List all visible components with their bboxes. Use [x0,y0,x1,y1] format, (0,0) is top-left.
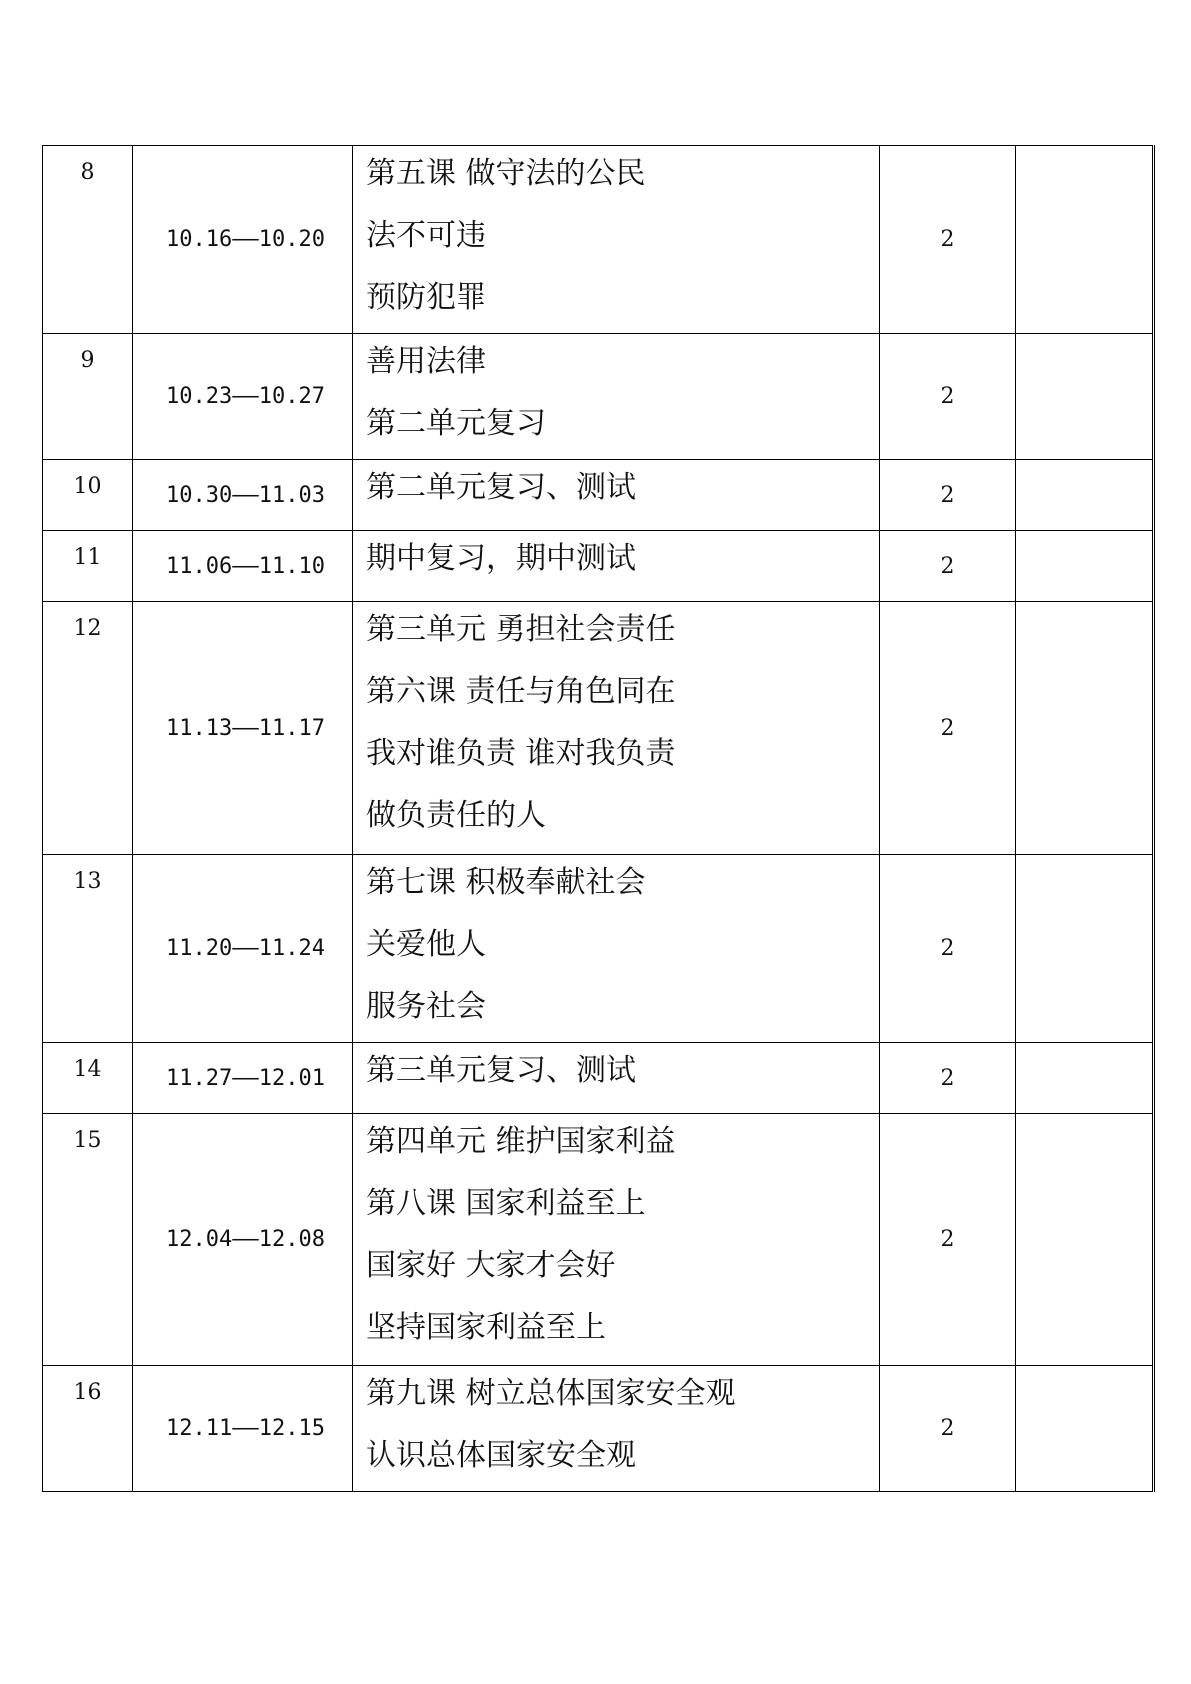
class-hours-cell: 2 [880,334,1016,460]
date-range-cell: 11.13——11.17 [133,602,353,855]
notes-cell [1016,146,1153,334]
date-range-cell: 10.23——10.27 [133,334,353,460]
lesson-line: 第二单元复习、测试 [366,470,636,505]
lesson-line: 期中复习，期中测试 [366,541,636,576]
table-row [43,1043,1153,1114]
class-hours-cell: 2 [880,1114,1016,1366]
lesson-line: 第七课 积极奉献社会 [366,865,646,900]
table-row [43,1114,1153,1366]
week-number-cell: 15 [43,1114,133,1366]
class-hours-cell: 2 [880,146,1016,334]
table-row [43,1366,1153,1492]
lesson-line: 第三单元复习、测试 [366,1053,636,1088]
table-row [43,460,1153,531]
date-range-cell: 10.16——10.20 [133,146,353,334]
lesson-line: 善用法律 [366,344,486,379]
lesson-line: 第四单元 维护国家利益 [366,1124,676,1159]
table-row [43,146,1153,334]
lesson-content-cell [353,1114,880,1366]
class-hours-cell: 2 [880,602,1016,855]
lesson-line: 第三单元 勇担社会责任 [366,612,676,647]
date-range-cell: 11.06——11.10 [133,531,353,602]
notes-cell [1016,1366,1153,1492]
class-hours-cell: 2 [880,855,1016,1043]
schedule-sheet [42,145,1155,1492]
notes-cell [1016,1114,1153,1366]
date-range-cell: 12.04——12.08 [133,1114,353,1366]
week-number-cell: 12 [43,602,133,855]
date-range-cell: 12.11——12.15 [133,1366,353,1492]
week-number-cell: 16 [43,1366,133,1492]
notes-cell [1016,855,1153,1043]
week-number-cell: 13 [43,855,133,1043]
lesson-content-cell [353,1366,880,1492]
teaching-schedule-table [42,145,1153,1492]
date-range-cell: 11.20——11.24 [133,855,353,1043]
class-hours-cell: 2 [880,531,1016,602]
week-number-cell: 8 [43,146,133,334]
week-number-cell: 14 [43,1043,133,1114]
table-row [43,855,1153,1043]
lesson-line: 第二单元复习 [366,406,546,441]
week-number-cell: 9 [43,334,133,460]
notes-cell [1016,531,1153,602]
notes-cell [1016,334,1153,460]
notes-cell [1016,460,1153,531]
lesson-line: 国家好 大家才会好 [366,1248,616,1283]
lesson-line: 认识总体国家安全观 [366,1438,636,1473]
class-hours-cell: 2 [880,1043,1016,1114]
lesson-line: 服务社会 [366,989,486,1024]
week-number-cell: 10 [43,460,133,531]
class-hours-cell: 2 [880,460,1016,531]
lesson-content-cell [353,855,880,1043]
table-row [43,531,1153,602]
lesson-line: 第六课 责任与角色同在 [366,674,676,709]
lesson-line: 第五课 做守法的公民 [366,156,646,191]
lesson-content-cell [353,146,880,334]
lesson-line: 关爱他人 [366,927,486,962]
lesson-content-cell [353,602,880,855]
lesson-line: 预防犯罪 [366,280,486,315]
lesson-content-cell [353,334,880,460]
week-number-cell: 11 [43,531,133,602]
lesson-line: 法不可违 [366,218,486,253]
lesson-line: 第八课 国家利益至上 [366,1186,646,1221]
lesson-content-cell [353,460,880,531]
lesson-line: 坚持国家利益至上 [366,1310,606,1345]
date-range-cell: 11.27——12.01 [133,1043,353,1114]
notes-cell [1016,1043,1153,1114]
lesson-line: 我对谁负责 谁对我负责 [366,736,676,771]
notes-cell [1016,602,1153,855]
lesson-content-cell [353,531,880,602]
lesson-content-cell [353,1043,880,1114]
table-row [43,334,1153,460]
lesson-line: 做负责任的人 [366,798,546,833]
class-hours-cell: 2 [880,1366,1016,1492]
lesson-line: 第九课 树立总体国家安全观 [366,1376,736,1411]
table-row [43,602,1153,855]
date-range-cell: 10.30——11.03 [133,460,353,531]
